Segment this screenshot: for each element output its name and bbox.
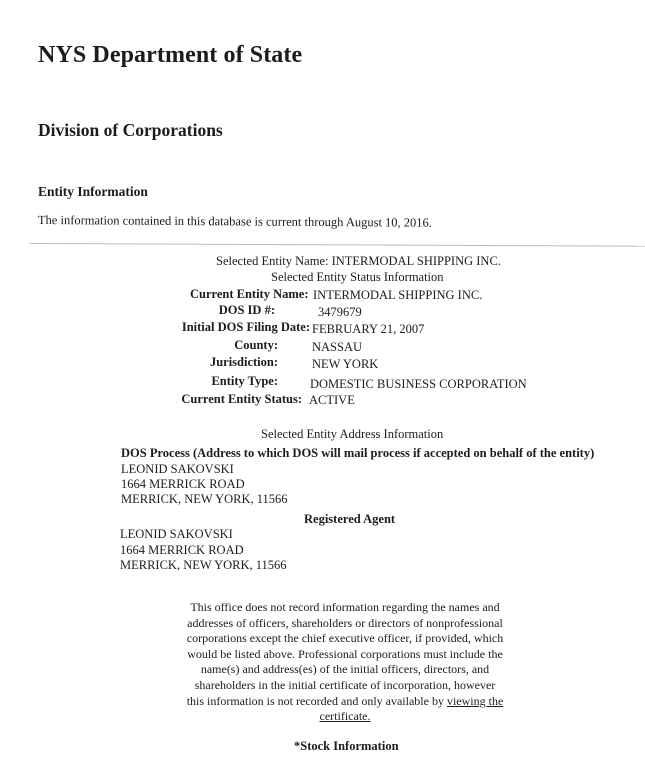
field-value-jurisdiction: NEW YORK xyxy=(312,357,379,371)
field-label-county: County: xyxy=(234,338,278,352)
notice-line: name(s) and address(es) of the initial officers, directors, and xyxy=(200,662,490,677)
field-value-entity-type: DOMESTIC BUSINESS CORPORATION xyxy=(310,377,527,391)
field-value-initial-filing-date: FEBRUARY 21, 2007 xyxy=(312,322,425,336)
stock-information-heading: *Stock Information xyxy=(294,739,399,753)
selected-entity-name: Selected Entity Name: INTERMODAL SHIPPING INC. xyxy=(216,254,501,268)
division-title: Division of Corporations xyxy=(38,120,223,140)
dos-process-address-line-3: MERRICK, NEW YORK, 11566 xyxy=(121,492,288,506)
registered-agent-address-line-2: 1664 MERRICK ROAD xyxy=(120,543,244,557)
notice-line: would be listed above. Professional corporations must include the xyxy=(187,646,503,661)
address-info-heading: Selected Entity Address Information xyxy=(261,427,444,441)
field-label-jurisdiction: Jurisdiction: xyxy=(209,355,278,369)
notice-line: This office does not record information regarding the names and xyxy=(190,600,500,614)
registered-agent-heading: Registered Agent xyxy=(304,512,396,526)
field-label-initial-filing-date: Initial DOS Filing Date: xyxy=(181,320,310,334)
department-title: NYS Department of State xyxy=(38,42,303,68)
viewing-certificate-link-continued[interactable]: certificate. xyxy=(319,709,371,724)
field-value-current-entity-status: ACTIVE xyxy=(309,393,355,407)
field-value-dos-id: 3479679 xyxy=(318,305,362,319)
field-label-current-entity-name: Current Entity Name: xyxy=(190,287,309,301)
notice-line-with-link xyxy=(170,694,520,710)
field-label-entity-type: Entity Type: xyxy=(211,374,278,388)
notice-line-prefix: this information is not recorded and only available by xyxy=(186,693,447,708)
dos-process-address-line-1: LEONID SAKOVSKI xyxy=(121,462,234,476)
notice-line: shareholders in the initial certificate of incorporation, however xyxy=(194,677,496,692)
viewing-certificate-link[interactable]: viewing the xyxy=(446,693,504,708)
field-value-current-entity-name: INTERMODAL SHIPPING INC. xyxy=(313,288,483,302)
notice-link-continuation xyxy=(170,709,520,725)
currency-note: The information contained in this database is current through August 10, 2016. xyxy=(37,213,433,230)
field-label-dos-id: DOS ID #: xyxy=(218,303,275,317)
divider xyxy=(30,243,645,247)
registered-agent-address-line-1: LEONID SAKOVSKI xyxy=(120,527,233,541)
field-value-county: NASSAU xyxy=(312,340,363,354)
dos-process-heading: DOS Process (Address to which DOS will mail process if accepted on behalf of the entity) xyxy=(121,446,595,460)
dos-process-address-line-2: 1664 MERRICK ROAD xyxy=(121,477,245,491)
field-label-current-entity-status: Current Entity Status: xyxy=(181,392,302,406)
section-title: Entity Information xyxy=(38,184,148,199)
selected-entity-status-heading: Selected Entity Status Information xyxy=(271,270,444,284)
notice-line: corporations except the chief executive officer, if provided, which xyxy=(186,631,504,646)
registered-agent-address-line-3: MERRICK, NEW YORK, 11566 xyxy=(120,558,287,572)
officer-information-notice xyxy=(170,600,520,725)
notice-line: addresses of officers, shareholders or directors of nonprofessional xyxy=(187,615,503,630)
